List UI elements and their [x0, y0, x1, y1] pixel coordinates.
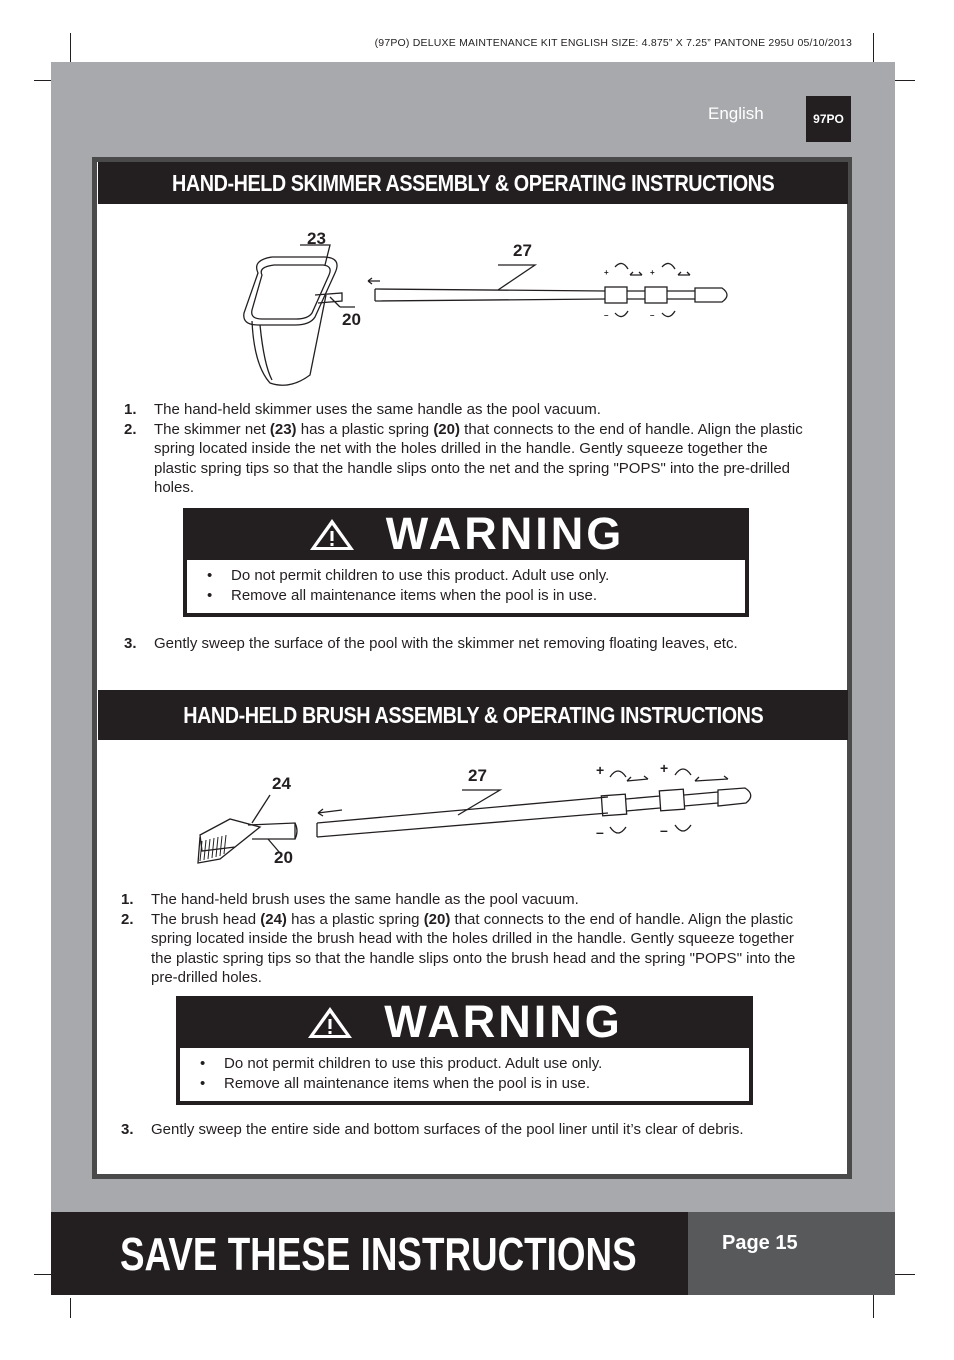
svg-text:+: + — [650, 268, 655, 277]
list-item: 2. The skimmer net (23) has a plastic spring (20) that connects to the end of handle. Align the plastic spring located inside the net with the holes drilled in the handle. Gently squeeze together the plastic spring tips so that the handle slips onto the net and the spring "POPS" into the pre-drilled holes. — [124, 420, 803, 496]
list-item: 3. Gently sweep the surface of the pool with the skimmer net removing floating leaves, etc. — [124, 635, 738, 652]
list-item: 1. The hand-held skimmer uses the same handle as the pool vacuum. — [124, 401, 601, 418]
svg-text:+: + — [604, 268, 609, 277]
net-part-number: 23 — [307, 229, 326, 248]
warning-title: WARNING — [176, 996, 753, 1048]
warning-item: • Do not permit children to use this product. Adult use only. — [207, 566, 745, 586]
brush-step-3 — [121, 1120, 821, 1140]
brush-section-header: HAND-HELD BRUSH ASSEMBLY & OPERATING INSTRUCTIONS — [98, 690, 848, 740]
warning-body — [180, 1048, 749, 1101]
skimmer-steps — [124, 400, 814, 498]
crop-mark — [70, 1298, 71, 1318]
warning-icon — [308, 516, 356, 552]
svg-text:–: – — [650, 311, 655, 320]
skimmer-diagram — [230, 225, 740, 395]
head-part-number: 24 — [272, 774, 291, 793]
spring-part-number: 20 — [342, 310, 361, 329]
warning-icon — [306, 1004, 354, 1040]
page-number: Page 15 — [722, 1232, 798, 1254]
svg-text:–: – — [596, 824, 604, 840]
brush-diagram — [190, 755, 770, 875]
warning-item: • Do not permit children to use this product. Adult use only. — [200, 1054, 749, 1074]
model-code-badge: 97PO — [806, 96, 851, 142]
brush-steps — [121, 890, 817, 988]
brush-warning-box — [176, 996, 753, 1105]
warning-item: • Remove all maintenance items when the pool is in use. — [200, 1074, 749, 1094]
list-item: 3. Gently sweep the entire side and bottom surfaces of the pool liner until it’s clear of debris. — [121, 1121, 744, 1138]
skimmer-warning-box — [183, 508, 749, 617]
warning-title: WARNING — [183, 508, 749, 560]
svg-text:–: – — [660, 822, 668, 838]
spring-part-number: 20 — [274, 848, 293, 867]
handle-part-number: 27 — [468, 766, 487, 785]
warning-item: • Remove all maintenance items when the pool is in use. — [207, 586, 745, 606]
language-label: English — [708, 104, 764, 123]
skimmer-section-header: HAND-HELD SKIMMER ASSEMBLY & OPERATING INSTRUCTIONS — [98, 162, 848, 204]
print-info: (97PO) DELUXE MAINTENANCE KIT ENGLISH SIZE: 4.875” X 7.25” PANTONE 295U 05/10/2013 — [374, 37, 852, 49]
skimmer-step-3 — [124, 634, 814, 654]
svg-text:–: – — [604, 311, 609, 320]
list-item: 2. The brush head (24) has a plastic spring (20) that connects to the end of handle. Align the plastic spring located inside the brush head with the holes drilled in the handle. Gently squeeze together the plastic spring tips so that the handle slips onto the brush head and the spring "POPS" into the pre-drilled holes. — [121, 910, 796, 986]
warning-body — [187, 560, 745, 613]
list-item: 1. The hand-held brush uses the same handle as the pool vacuum. — [121, 891, 579, 908]
handle-part-number: 27 — [513, 241, 532, 260]
svg-text:+: + — [660, 760, 669, 776]
svg-text:+: + — [596, 762, 605, 778]
save-instructions-title: SAVE THESE INSTRUCTIONS — [120, 1227, 637, 1280]
